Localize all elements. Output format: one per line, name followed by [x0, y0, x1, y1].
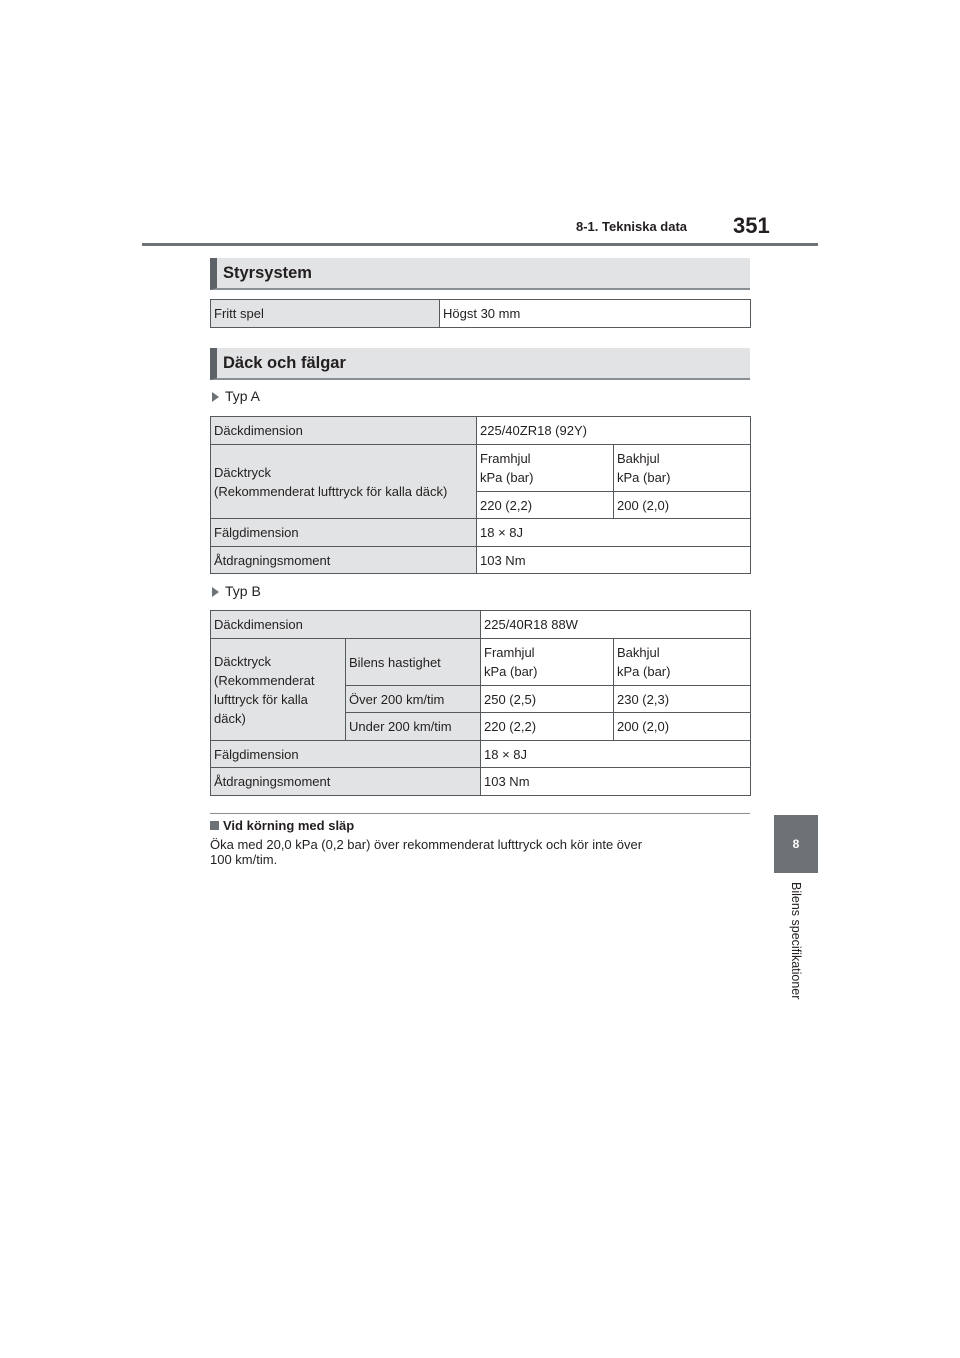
table-row — [211, 300, 751, 328]
tire-table-type-a — [210, 416, 751, 574]
table-cell-label: Däcktryck (Rekommenderat lufttryck för kalla däck) — [211, 639, 346, 741]
table-cell-value: Högst 30 mm — [440, 300, 751, 328]
table-cell-value: 200 (2,0) — [614, 713, 751, 741]
page-number: 351 — [733, 213, 770, 238]
table-row — [211, 445, 751, 492]
table-cell-value: 18 × 8J — [477, 519, 751, 547]
table-cell-value: 18 × 8J — [481, 741, 751, 768]
note-title-text: Vid körning med släp — [223, 818, 355, 833]
table-cell-header: Bilens hastighet — [346, 639, 481, 686]
type-b-label-text: Typ B — [225, 583, 261, 599]
table-cell-label: Fälgdimension — [211, 519, 477, 547]
table-cell-header: Bakhjul kPa (bar) — [614, 639, 751, 686]
table-cell-label: Över 200 km/tim — [346, 686, 481, 713]
table-cell-label: Åtdragningsmoment — [211, 768, 481, 796]
section-heading-tires — [210, 348, 750, 380]
table-cell-value: 220 (2,2) — [481, 713, 614, 741]
header-section-title: 8-1. Tekniska data — [576, 219, 688, 234]
header-divider — [142, 243, 818, 246]
table-cell-label: Däcktryck (Rekommenderat lufttryck för kalla däck) — [211, 445, 477, 519]
section-heading-text: Styrsystem — [223, 264, 312, 282]
table-cell-value: 230 (2,3) — [614, 686, 751, 713]
triangle-bullet-icon — [212, 392, 219, 402]
table-cell-value: 225/40ZR18 (92Y) — [477, 417, 751, 445]
table-cell-header: Framhjul kPa (bar) — [481, 639, 614, 686]
steering-table — [210, 299, 751, 328]
chapter-label-text: Bilens specifikationer — [789, 882, 803, 1000]
table-row — [211, 768, 751, 796]
table-cell-label: Däckdimension — [211, 417, 477, 445]
table-cell-value: 250 (2,5) — [481, 686, 614, 713]
table-row — [211, 547, 751, 574]
square-bullet-icon — [210, 821, 219, 830]
section-heading-text: Däck och fälgar — [223, 354, 346, 372]
table-cell-value: 103 Nm — [481, 768, 751, 796]
table-row — [211, 611, 751, 639]
note-text: Öka med 20,0 kPa (0,2 bar) över rekommenderat lufttryck och kör inte över 100 km/tim. — [210, 837, 643, 867]
table-cell-value: 225/40R18 88W — [481, 611, 751, 639]
tire-table-type-b — [210, 610, 751, 796]
note-title — [210, 818, 354, 833]
table-cell-header: Bakhjul kPa (bar) — [614, 445, 751, 492]
table-cell-label: Fritt spel — [211, 300, 440, 328]
table-cell-value: 220 (2,2) — [477, 492, 614, 519]
chapter-label — [786, 882, 806, 1032]
table-cell-label: Fälgdimension — [211, 741, 481, 768]
table-row — [211, 417, 751, 445]
table-cell-value: 200 (2,0) — [614, 492, 751, 519]
type-a-label — [212, 388, 260, 404]
type-b-label — [212, 583, 261, 599]
table-cell-label: Under 200 km/tim — [346, 713, 481, 741]
table-cell-label: Åtdragningsmoment — [211, 547, 477, 574]
triangle-bullet-icon — [212, 587, 219, 597]
table-row — [211, 519, 751, 547]
section-heading-steering — [210, 258, 750, 290]
table-cell-value: 103 Nm — [477, 547, 751, 574]
type-a-label-text: Typ A — [225, 388, 261, 404]
table-row — [211, 741, 751, 768]
table-cell-header: Framhjul kPa (bar) — [477, 445, 614, 492]
chapter-tab: 8 — [774, 815, 818, 873]
note-divider — [210, 813, 750, 814]
table-row — [211, 639, 751, 686]
table-cell-label: Däckdimension — [211, 611, 481, 639]
